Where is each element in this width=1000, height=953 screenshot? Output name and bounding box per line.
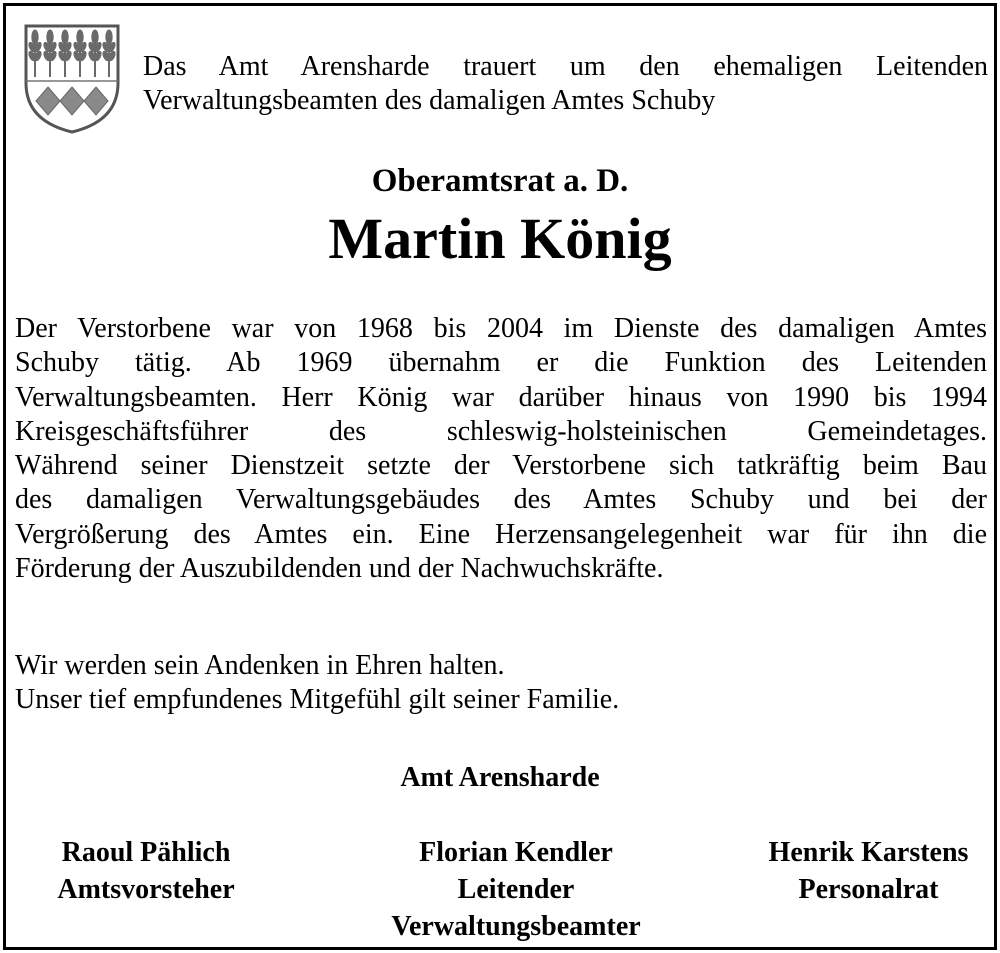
biography-line: Schuby tätig. Ab 1969 übernahm er die Funktion des Leitenden [15,347,987,379]
biography-line: Der Verstorbene war von 1968 bis 2004 im Dienste des damaligen Amtes [15,313,987,344]
biography-line: Kreisgeschäftsführer des schleswig-holsteinischen Gemeindetages. [15,415,987,447]
organization-name: Amt Arensharde [400,762,600,793]
signatory-name: Henrik Karstens [768,837,969,868]
coat-of-arms-icon [23,23,121,135]
biography-line: des damaligen Verwaltungsgebäudes des Amtes Schuby und bei der [15,484,987,516]
biography-line: Verwaltungsbeamten. Herr König war darüber hinaus von 1990 bis 1994 [15,381,987,413]
signatory [371,834,661,945]
signatory-title: Leitender [457,874,575,905]
signatory-name: Raoul Pählich [61,837,231,868]
intro-line: Das Amt Arensharde trauert um den ehemaligen Leitenden [143,51,988,82]
intro-line: Verwaltungsbeamten des damaligen Amtes Schuby [143,85,716,116]
signatory-name: Florian Kendler [419,837,613,868]
signatory-title: Amtsvorsteher [57,874,235,905]
closing-text [15,649,987,717]
signatory [746,834,991,908]
obituary-notice [3,3,997,950]
signatory-title: Personalrat [798,874,939,905]
intro-text [143,50,988,118]
biography-line: Vergrößerung des Amtes ein. Eine Herzensangelegenheit war für ihn die [15,518,987,550]
biography-line: Förderung der Auszubildenden und der Nachwuchskräfte. [15,553,664,585]
signatory-title: Verwaltungsbeamter [391,911,641,942]
lozenges [36,87,108,115]
deceased-name: Martin König [328,206,672,271]
closing-line: Unser tief empfundenes Mitgefühl gilt seiner Familie. [15,684,620,715]
signatory [26,834,266,908]
biography-paragraph [15,312,987,586]
closing-line: Wir werden sein Andenken in Ehren halten. [15,650,505,681]
deceased-rank: Oberamtsrat a. D. [371,163,629,199]
biography-line: Während seiner Dienstzeit setzte der Verstorbene sich tatkräftig beim Bau [15,450,987,482]
